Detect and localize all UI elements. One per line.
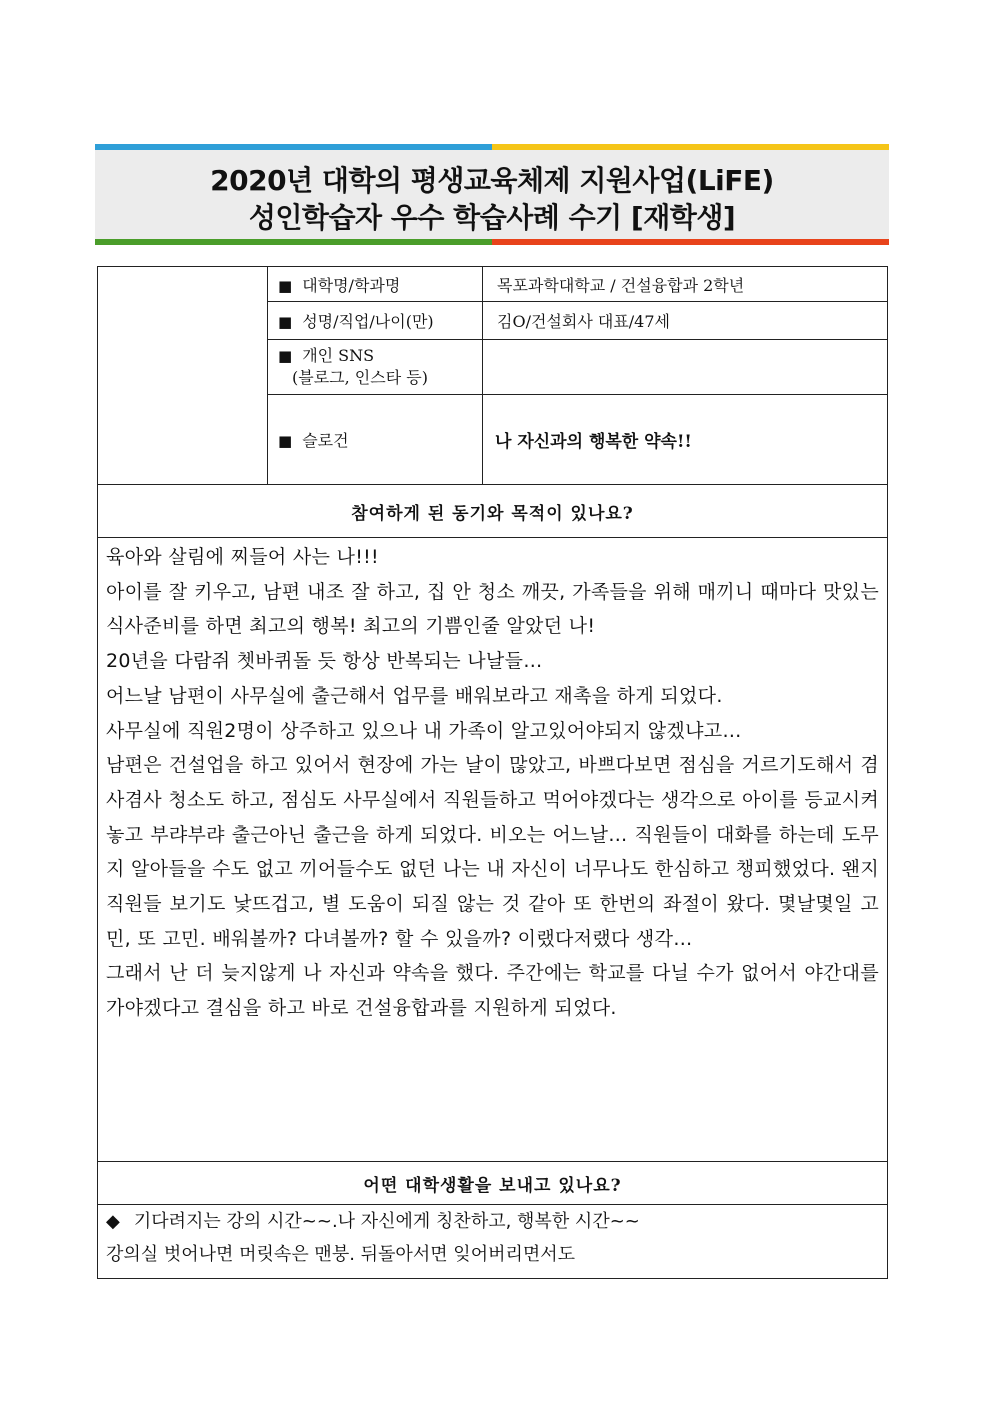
label-name: ■ 성명/직업/나이(만) bbox=[268, 302, 483, 340]
paragraph: 그래서 난 더 늦지않게 나 자신과 약속을 했다. 주간에는 학교를 다닐 수가 없어서 야간대를 가야겠다고 결심을 하고 바로 건설융합과를 지원하게 되었다. bbox=[106, 962, 879, 1020]
section1-question: 참여하게 된 동기와 목적이 있나요? bbox=[98, 485, 888, 538]
title-line-2: 성인학습자 우수 학습사례 수기 [재학생] bbox=[248, 201, 736, 234]
section2-answer bbox=[98, 1205, 888, 1279]
section1-body-row bbox=[98, 538, 888, 1162]
value-school: 목포과학대학교 / 건설융합과 2학년 bbox=[483, 267, 888, 302]
section1-header-row bbox=[98, 485, 888, 538]
paragraph: ◆ 기다려지는 강의 시간~~.나 자신에게 칭찬하고, 행복한 시간~~ bbox=[106, 1211, 640, 1232]
essay-form-table bbox=[97, 266, 888, 1279]
bullet-square: ■ bbox=[278, 276, 293, 295]
label-school: ■ 대학명/학과명 bbox=[268, 267, 483, 302]
paragraph: 어느날 남편이 사무실에 출근해서 업무를 배워보라고 재촉을 하게 되었다. bbox=[106, 684, 723, 707]
info-row-school bbox=[98, 267, 888, 302]
section1-answer bbox=[98, 538, 888, 1162]
paragraph: 20년을 다람쥐 쳇바퀴돌 듯 항상 반복되는 나날들… bbox=[106, 650, 543, 673]
label-sns: ■ 개인 SNS (블로그, 인스타 등) bbox=[268, 340, 483, 395]
bullet-square: ■ bbox=[278, 432, 293, 450]
value-sns bbox=[483, 340, 888, 395]
section2-body-row bbox=[98, 1205, 888, 1279]
banner-bottom-stripe bbox=[95, 239, 889, 245]
banner-top-stripe bbox=[95, 144, 889, 150]
title-line-1: 2020년 대학의 평생교육체제 지원사업(LiFE) bbox=[210, 164, 774, 197]
title-banner bbox=[95, 144, 889, 245]
label-slogan: ■ 슬로건 bbox=[268, 395, 483, 485]
photo-cell bbox=[98, 267, 268, 485]
stripe-red bbox=[492, 239, 889, 245]
paragraph: 사무실에 직원2명이 상주하고 있으나 내 가족이 알고있어야되지 않겠냐고… bbox=[106, 719, 742, 742]
section2-question: 어떤 대학생활을 보내고 있나요? bbox=[98, 1162, 888, 1205]
section2-header-row bbox=[98, 1162, 888, 1205]
bullet-square: ■ bbox=[278, 347, 293, 365]
bullet-square: ■ bbox=[278, 313, 293, 331]
stripe-blue bbox=[95, 144, 492, 150]
diamond-bullet-icon: ◆ bbox=[106, 1211, 120, 1232]
paragraph: 강의실 벗어나면 머릿속은 맨붕. 뒤돌아서면 잊어버리면서도 bbox=[106, 1244, 576, 1265]
paragraph: 아이를 잘 키우고, 남편 내조 잘 하고, 집 안 청소 깨끗, 가족들을 위해 매끼니 때마다 맛있는 식사준비를 하면 최고의 행복! 최고의 기쁨인줄 알았던 나! bbox=[106, 580, 879, 638]
paragraph: 남편은 건설업을 하고 있어서 현장에 가는 날이 많았고, 바쁘다보면 점심을 거르기도해서 겸사겸사 청소도 하고, 점심도 사무실에서 직원들하고 먹어야겠다는 생각으로 아이를 등교시켜놓고 부랴부랴 출근아닌 출근을 하게 되었다. 비오는 어느날… 직원들이 대화를 하는데 도무지 알아들을 수도 없고 끼어들수도 없던 나는 내 자신이 너무나도 한심하고 챙피했었다. 왠지 직원들 보기도 낯뜨겁고, 별 도움이 되질 않는 것 같아 또 한번의 좌절이 왔다. 몇날몇일 고민, 또 고민. 배워볼까? 다녀볼까? 할 수 있을까? 이랬다저랬다 생각… bbox=[106, 754, 879, 950]
value-slogan: 나 자신과의 행복한 약속!! bbox=[483, 395, 888, 485]
stripe-green bbox=[95, 239, 492, 245]
stripe-yellow bbox=[492, 144, 889, 150]
paragraph: 육아와 살림에 찌들어 사는 나!!! bbox=[106, 546, 379, 568]
value-name: 김O/건설회사 대표/47세 bbox=[483, 302, 888, 340]
